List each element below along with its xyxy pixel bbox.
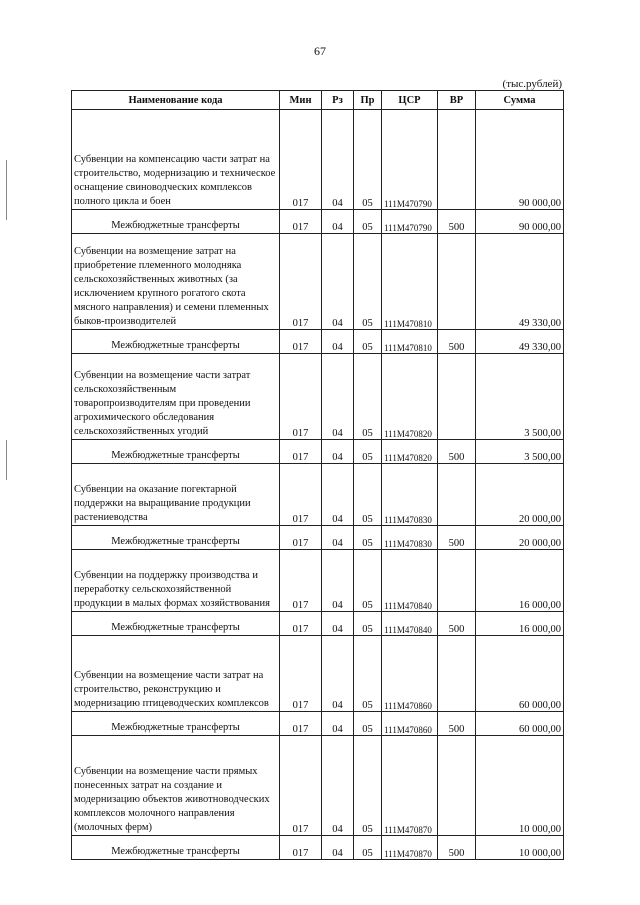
- budget-table: [71, 90, 564, 860]
- row-sum: 90 000,00: [476, 110, 564, 210]
- table-row: [72, 354, 564, 440]
- row-sum: 90 000,00: [476, 210, 564, 234]
- table-row: [72, 636, 564, 712]
- scan-edge-mark: [6, 440, 7, 480]
- row-vr: [438, 550, 476, 612]
- row-csr: 111М470820: [382, 440, 438, 464]
- row-sum: 10 000,00: [476, 836, 564, 860]
- row-min: 017: [280, 464, 322, 526]
- header-min: Мин: [280, 91, 322, 110]
- row-pr: 05: [354, 440, 382, 464]
- row-name: Субвенции на возмещение части затрат на строительство, реконструкцию и модернизацию птицеводческих комплексов: [72, 636, 280, 712]
- row-vr: 500: [438, 330, 476, 354]
- row-rz: 04: [322, 612, 354, 636]
- table-row: [72, 550, 564, 612]
- row-min: 017: [280, 354, 322, 440]
- row-sum: 60 000,00: [476, 636, 564, 712]
- row-name: Субвенции на оказание погектарной поддержки на выращивание продукции растениеводства: [72, 464, 280, 526]
- header-csr: ЦСР: [382, 91, 438, 110]
- row-rz: 04: [322, 636, 354, 712]
- row-rz: 04: [322, 712, 354, 736]
- row-sum: 16 000,00: [476, 550, 564, 612]
- row-name: Межбюджетные трансферты: [72, 210, 280, 234]
- header-sum: Сумма: [476, 91, 564, 110]
- table-row: [72, 464, 564, 526]
- row-name: Субвенции на возмещение части затрат сельскохозяйственным товаропроизводителям при проведении агрохимического обследования сельскохозяйственных угодий: [72, 354, 280, 440]
- row-csr: 111М470870: [382, 736, 438, 836]
- row-vr: 500: [438, 440, 476, 464]
- row-pr: 05: [354, 234, 382, 330]
- table-header-row: [72, 91, 564, 110]
- row-vr: [438, 736, 476, 836]
- row-name: Субвенции на возмещение части прямых понесенных затрат на создание и модернизацию объектов животноводческих комплексов молочного направления (молочных ферм): [72, 736, 280, 836]
- row-rz: 04: [322, 736, 354, 836]
- table-row: [72, 440, 564, 464]
- row-min: 017: [280, 330, 322, 354]
- table-row: [72, 234, 564, 330]
- row-pr: 05: [354, 636, 382, 712]
- row-name: Субвенции на компенсацию части затрат на строительство, модернизацию и техническое оснащение свиноводческих комплексов полного цикла и боен: [72, 110, 280, 210]
- row-pr: 05: [354, 712, 382, 736]
- row-sum: 3 500,00: [476, 440, 564, 464]
- row-vr: 500: [438, 526, 476, 550]
- row-sum: 49 330,00: [476, 330, 564, 354]
- row-min: 017: [280, 526, 322, 550]
- row-min: 017: [280, 550, 322, 612]
- row-name: Межбюджетные трансферты: [72, 330, 280, 354]
- row-rz: 04: [322, 234, 354, 330]
- row-csr: 111М470840: [382, 550, 438, 612]
- row-csr: 111М470810: [382, 234, 438, 330]
- row-csr: 111М470820: [382, 354, 438, 440]
- row-pr: 05: [354, 330, 382, 354]
- row-sum: 49 330,00: [476, 234, 564, 330]
- row-min: 017: [280, 636, 322, 712]
- table-row: [72, 526, 564, 550]
- row-rz: 04: [322, 464, 354, 526]
- row-rz: 04: [322, 330, 354, 354]
- units-label: (тыс.рублей): [502, 78, 562, 90]
- row-vr: [438, 354, 476, 440]
- page-number: 67: [314, 44, 326, 58]
- row-sum: 16 000,00: [476, 612, 564, 636]
- row-pr: 05: [354, 210, 382, 234]
- row-pr: 05: [354, 612, 382, 636]
- row-csr: 111М470830: [382, 464, 438, 526]
- row-min: 017: [280, 110, 322, 210]
- row-vr: [438, 636, 476, 712]
- row-csr: 111М470860: [382, 636, 438, 712]
- row-rz: 04: [322, 836, 354, 860]
- row-min: 017: [280, 612, 322, 636]
- row-rz: 04: [322, 110, 354, 210]
- table-row: [72, 712, 564, 736]
- row-pr: 05: [354, 464, 382, 526]
- header-vr: ВР: [438, 91, 476, 110]
- table-row: [72, 330, 564, 354]
- row-sum: 20 000,00: [476, 464, 564, 526]
- row-pr: 05: [354, 110, 382, 210]
- row-vr: 500: [438, 712, 476, 736]
- row-name: Межбюджетные трансферты: [72, 836, 280, 860]
- row-sum: 10 000,00: [476, 736, 564, 836]
- row-min: 017: [280, 712, 322, 736]
- row-vr: [438, 110, 476, 210]
- header-rz: Рз: [322, 91, 354, 110]
- row-name: Межбюджетные трансферты: [72, 612, 280, 636]
- row-pr: 05: [354, 736, 382, 836]
- table-row: [72, 612, 564, 636]
- scan-edge-mark: [6, 160, 7, 220]
- row-vr: 500: [438, 210, 476, 234]
- row-name: Межбюджетные трансферты: [72, 712, 280, 736]
- header-name: Наименование кода: [72, 91, 280, 110]
- row-csr: 111М470790: [382, 110, 438, 210]
- row-vr: 500: [438, 612, 476, 636]
- row-min: 017: [280, 440, 322, 464]
- table-row: [72, 110, 564, 210]
- table-row: [72, 210, 564, 234]
- row-sum: 20 000,00: [476, 526, 564, 550]
- row-rz: 04: [322, 354, 354, 440]
- row-pr: 05: [354, 526, 382, 550]
- row-sum: 60 000,00: [476, 712, 564, 736]
- row-min: 017: [280, 836, 322, 860]
- row-vr: [438, 464, 476, 526]
- row-rz: 04: [322, 210, 354, 234]
- row-name: Межбюджетные трансферты: [72, 526, 280, 550]
- row-csr: 111М470790: [382, 210, 438, 234]
- row-sum: 3 500,00: [476, 354, 564, 440]
- row-pr: 05: [354, 354, 382, 440]
- row-pr: 05: [354, 550, 382, 612]
- row-rz: 04: [322, 550, 354, 612]
- row-csr: 111М470860: [382, 712, 438, 736]
- row-min: 017: [280, 234, 322, 330]
- row-name: Межбюджетные трансферты: [72, 440, 280, 464]
- row-csr: 111М470870: [382, 836, 438, 860]
- row-csr: 111М470830: [382, 526, 438, 550]
- row-csr: 111М470810: [382, 330, 438, 354]
- header-pr: Пр: [354, 91, 382, 110]
- row-name: Субвенции на поддержку производства и переработку сельскохозяйственной продукции в малых формах хозяйствования: [72, 550, 280, 612]
- row-rz: 04: [322, 440, 354, 464]
- row-min: 017: [280, 210, 322, 234]
- row-vr: 500: [438, 836, 476, 860]
- row-rz: 04: [322, 526, 354, 550]
- row-vr: [438, 234, 476, 330]
- row-pr: 05: [354, 836, 382, 860]
- row-name: Субвенции на возмещение затрат на приобретение племенного молодняка сельскохозяйственных животных (за исключением крупного рогатого скота мясного направления) и семени племенных быков-производителей: [72, 234, 280, 330]
- row-csr: 111М470840: [382, 612, 438, 636]
- table-row: [72, 836, 564, 860]
- table-row: [72, 736, 564, 836]
- row-min: 017: [280, 736, 322, 836]
